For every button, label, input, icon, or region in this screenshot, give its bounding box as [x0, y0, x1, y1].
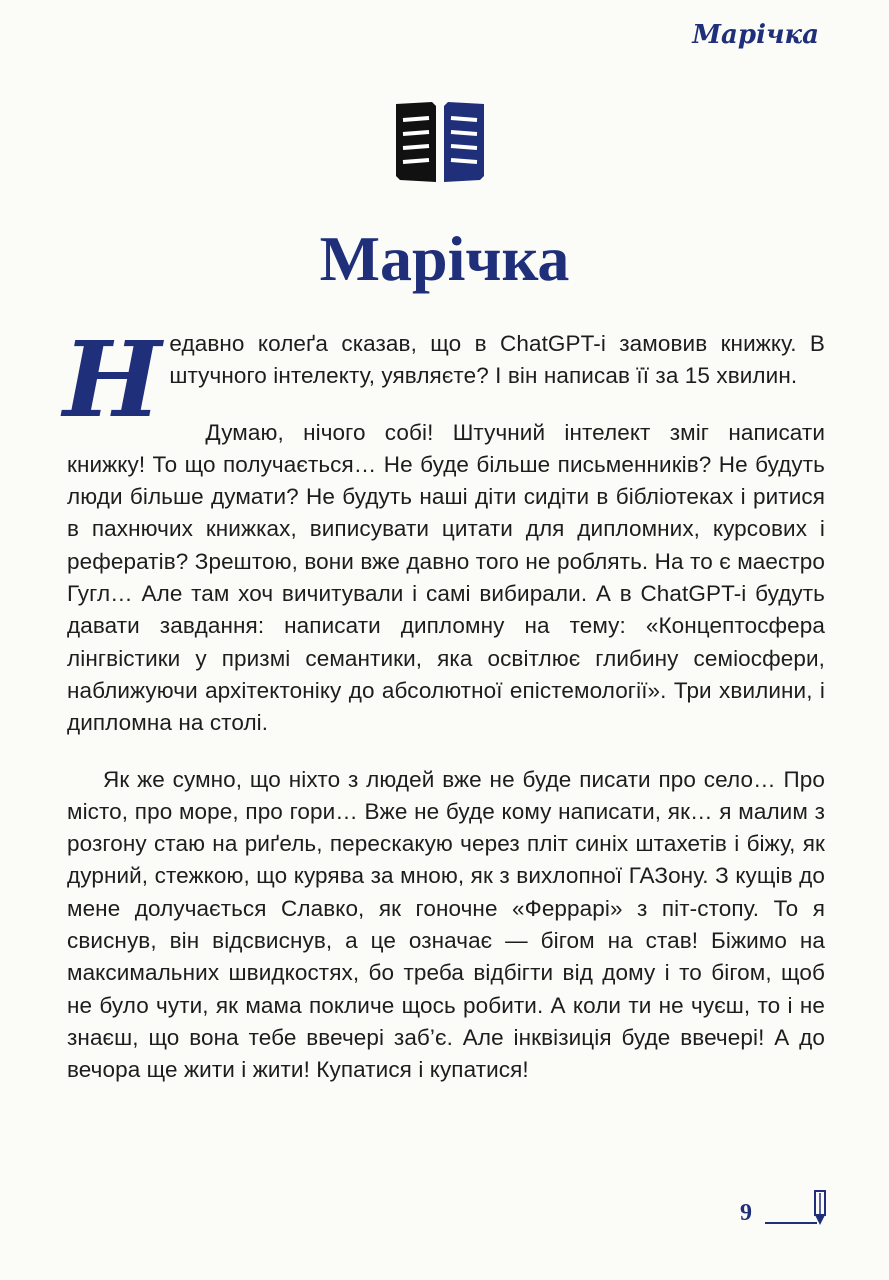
page-number: 9	[740, 1200, 752, 1226]
chapter-title: Марічка	[319, 223, 570, 294]
drop-cap: Н	[63, 318, 162, 441]
book-right-page	[444, 102, 484, 182]
chapter-text	[63, 318, 825, 1087]
open-book-icon	[392, 98, 488, 184]
paragraph-1-text: едавно колеґа сказав, що в ChatGPT-і замовив книжку. В штучного інтелекту, уявляєте? І він написав її за 15 хвилин.	[169, 331, 825, 389]
paragraph-1	[63, 318, 825, 441]
paragraph-2: Думаю, нічого собі! Штучний інтелект зміг написати книжку! То що получається… Не буде більше письменників? Не будуть люди більше думати? Не будуть наші діти сидіти в бібліотеках і ритися в пахнючих книжках, виписувати цитати для дипломних, курсових і рефератів? Зрештою, вони вже давно того не роблять. На то є маестро Гугл… Але там хоч вичитували і самі вибирали. А в ChatGPT-і будуть давати завдання: написати дипломну на тему: «Концептосфера лінгвістики у призмі семантики, яка освітлює глибину семіосфери, наближуючи архітектоніку до абсолютної епістемології». Три хвилини, і дипломна на столі.	[67, 419, 825, 736]
page-number-rule	[765, 1222, 817, 1224]
pencil-icon	[813, 1190, 827, 1226]
paragraph-3: Як же сумно, що ніхто з людей вже не буде писати про село… Про місто, про море, про гори… Вже не буде кому написати, як… я малим з розгону стаю на риґель, перескакую через пліт синіх штахетів і біжу, як дурний, стежкою, що курява за мною, як з вихлопної ГАЗону. З кущів до мене долучається Славко, як гоночне «Феррарі» з піт-стопу. То я свиснув, він відсвиснув, а це означає — бігом на став! Біжимо на максимальних швидкостях, бо треба відбігти від дому і то бігом, щоб не було чути, як мама покличе щось робити. А коли ти не чуєш, то і не знаєш, що вона тебе ввечері заб’є. Але інквізиція буде ввечері! А до вечора ще жити і жити! Купатися і купатися!	[67, 766, 825, 1083]
running-header: Марічка	[692, 20, 819, 50]
book-left-page	[396, 102, 436, 182]
